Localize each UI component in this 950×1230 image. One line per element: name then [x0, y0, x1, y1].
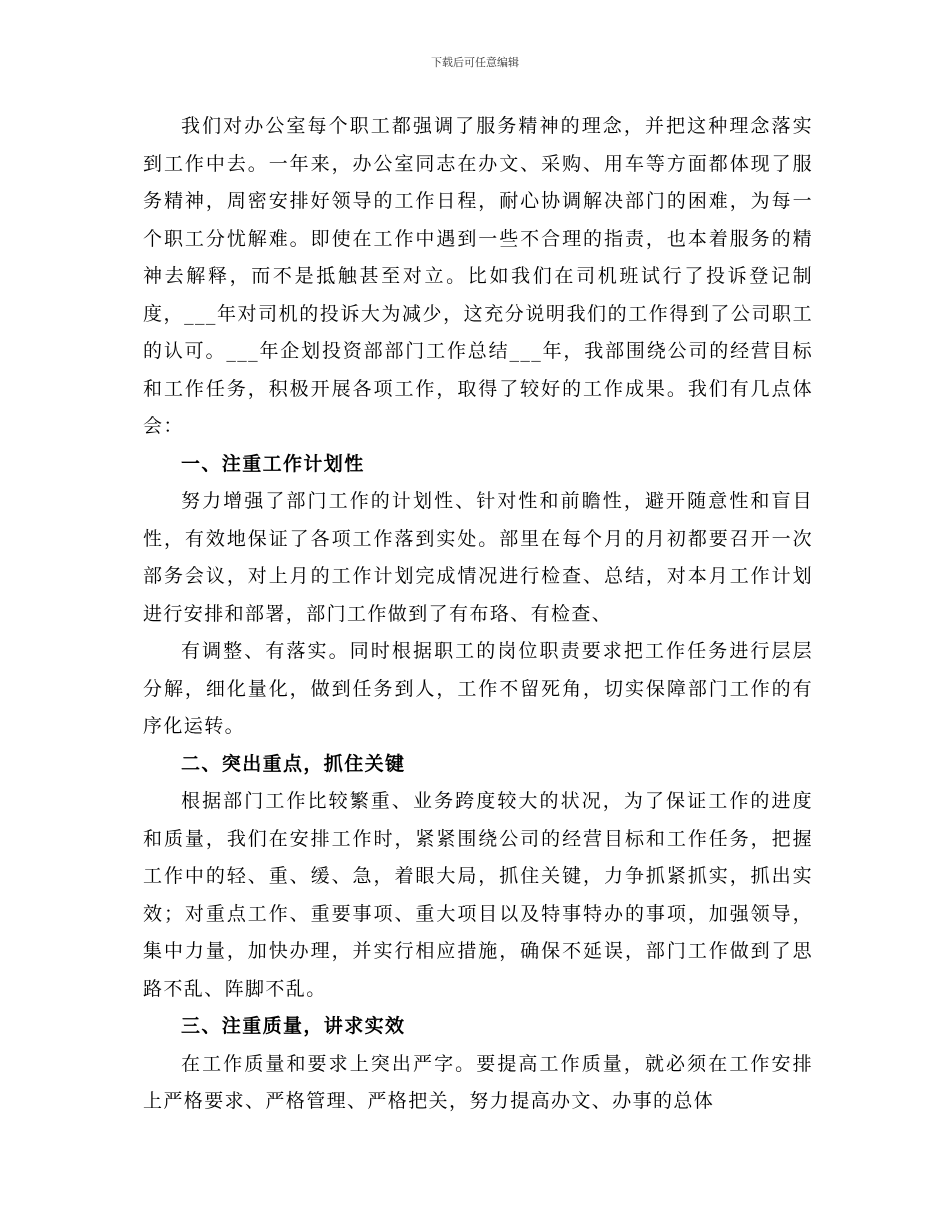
paragraph-planning-continued: 有调整、有落实。同时根据职工的岗位职责要求把工作任务进行层层分解，细化量化，做到任务到人，工作不留死角，切实保障部门工作的有序化运转。: [143, 640, 813, 737]
header-note: 下载后可任意编辑: [431, 56, 519, 69]
paragraph-key-points: 根据部门工作比较繁重、业务跨度较大的状况，为了保证工作的进度和质量，我们在安排工作时，紧紧围绕公司的经营目标和工作任务，把握工作中的轻、重、缓、急，着眼大局，抓住关键，力争抓紧抓实，抓出实效；对重点工作、重要事项、重大项目以及特事特办的事项，加强领导，集中力量，加快办理，并实行相应措施，确保不延误，部门工作做到了思路不乱、阵脚不乱。: [143, 790, 813, 1000]
section-heading-quality: 三、注重质量，讲求实效: [181, 1015, 406, 1037]
paragraph-service-spirit: 我们对办公室每个职工都强调了服务精神的理念，并把这种理念落实到工作中去。一年来，办公室同志在办文、采购、用车等方面都体现了服务精神，周密安排好领导的工作日程，耐心协调解决部门的困难，为每一个职工分忧解难。即使在工作中遇到一些不合理的指责，也本着服务的精神去解释，而不是抵触甚至对立。比如我们在司机班试行了投诉登记制度，___年对司机的投诉大为减少，这充分说明我们的工作得到了公司职工的认可。___年企划投资部部门工作总结___年，我部围绕公司的经营目标和工作任务，积极开展各项工作，取得了较好的工作成果。我们有几点体会：: [143, 115, 813, 437]
section-heading-key-points: 二、突出重点，抓住关键: [181, 752, 406, 775]
paragraph-planning: 努力增强了部门工作的计划性、针对性和前瞻性，避开随意性和盲目性，有效地保证了各项工作落到实处。部里在每个月的月初都要召开一次部务会议，对上月的工作计划完成情况进行检查、总结，对本月工作计划进行安排和部署，部门工作做到了有布珞、有检查、: [143, 490, 813, 625]
section-heading-planning: 一、注重工作计划性: [181, 452, 365, 475]
document-body: [143, 108, 813, 1121]
paragraph-quality: 在工作质量和要求上突出严字。要提高工作质量，就必须在工作安排上严格要求、严格管理、严格把关，努力提高办文、办事的总体: [143, 1052, 813, 1112]
